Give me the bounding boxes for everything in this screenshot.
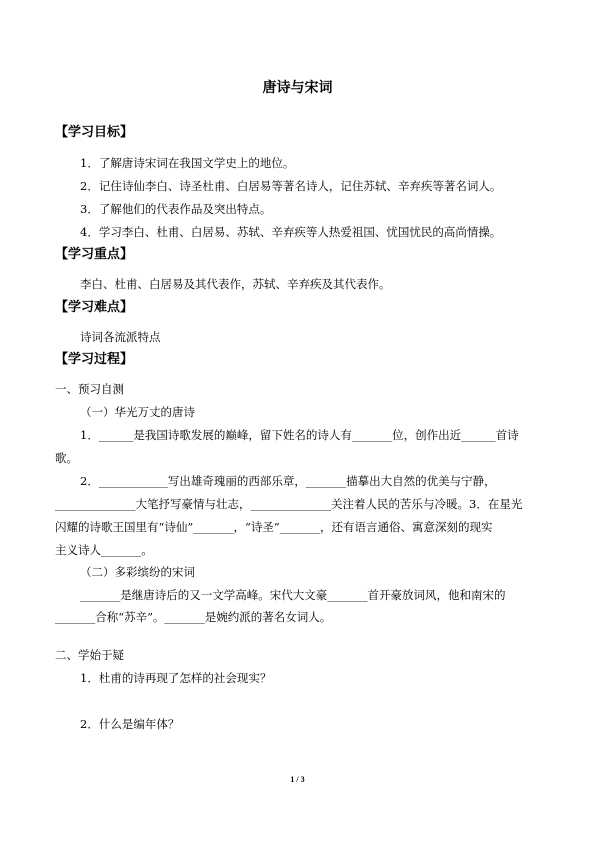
page-number: 1 / 3 [290, 775, 305, 784]
key-points-text: 李白、杜甫、白居易及其代表作，苏轼、辛弃疾及其代表作。 [80, 277, 391, 291]
subsection-heading-song: （二）多彩缤纷的宋词 [80, 565, 195, 579]
section-heading-goals: 【学习目标】 [55, 125, 134, 140]
section-heading-process: 【学习过程】 [55, 352, 134, 367]
goal-item: 2．记住诗仙李白、诗圣杜甫、白居易等著名诗人，记住苏轼、辛弃疾等著名词人。 [80, 179, 502, 193]
fill-blank-line: ______________大笔抒写豪情与壮志，______________关注着人民的苦乐与冷暖。3．在星光 [55, 497, 523, 511]
goal-item: 3．了解他们的代表作品及突出特点。 [80, 202, 272, 216]
section-heading-key-points: 【学习重点】 [55, 247, 134, 262]
fill-blank-line: _______合称“苏辛”。_______是婉约派的著名女词人。 [55, 610, 332, 624]
part-heading-questions: 二、学始于疑 [55, 648, 124, 662]
goal-item: 4．学习李白、杜甫、白居易、苏轼、辛弃疾等人热爱祖国、忧国忧民的高尚情操。 [80, 225, 502, 239]
section-heading-difficulties: 【学习难点】 [55, 300, 134, 315]
part-heading-preview: 一、预习自测 [55, 382, 124, 396]
subsection-heading-tang: （一）华光万丈的唐诗 [80, 405, 195, 419]
fill-blank-line: 2．____________写出雄奇瑰丽的西部乐章，_______描摹出大自然的优美与宁静， [80, 474, 496, 488]
difficulties-text: 诗词各流派特点 [80, 330, 161, 344]
fill-blank-line: 闪耀的诗歌王国里有“诗仙”_______，“诗圣”_______，还有语言通俗、寓意深刻的现实 [55, 520, 493, 534]
fill-blank-line: 1．______是我国诗歌发展的巅峰，留下姓名的诗人有_______位，创作出近______首诗 [80, 428, 519, 442]
goal-item: 1．了解唐诗宋词在我国文学史上的地位。 [80, 156, 295, 170]
fill-blank-line: _______是继唐诗后的又一文学高峰。宋代大文豪_______首开豪放词风，他和南宋的 [80, 588, 506, 602]
question-item: 1．杜甫的诗再现了怎样的社会现实？ [80, 671, 272, 685]
page-title: 唐诗与宋词 [262, 80, 333, 96]
fill-blank-line: 歌。 [55, 451, 78, 465]
fill-blank-line: 主义诗人_______。 [55, 543, 153, 557]
question-item: 2．什么是编年体？ [80, 717, 180, 731]
